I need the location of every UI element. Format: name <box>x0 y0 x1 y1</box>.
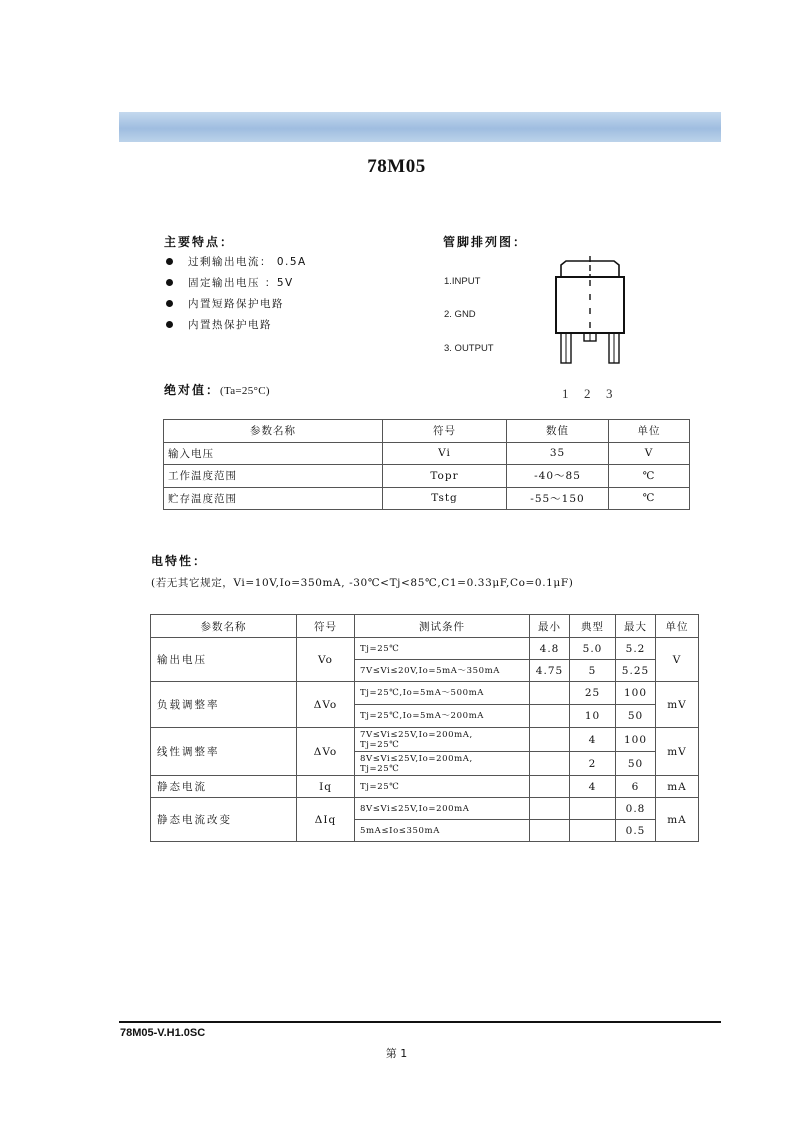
bullet-icon <box>166 279 173 286</box>
features-list <box>164 255 307 339</box>
package-diagram-icon <box>550 256 630 368</box>
feature-item: 过剩输出电流： 0.5A <box>164 255 307 276</box>
pin-numbers: 1 2 3 <box>562 386 613 401</box>
features-heading: 主要特点： <box>164 235 235 249</box>
feature-item: 固定输出电压 ：5V <box>164 276 307 297</box>
absolute-max-heading: 绝对值：(Ta=25°C) <box>164 383 270 397</box>
table-row: 8V≤Vi≤25V,Io=200mA, Tj=25℃ 2 50 <box>151 752 699 776</box>
table-row: Tj=25℃,Io=5mA～200mA 10 50 <box>151 705 699 728</box>
table-row: 静态电流 Iq Tj=25℃ 4 6 mA <box>151 776 699 798</box>
footer-divider <box>119 1021 721 1023</box>
absolute-max-table <box>163 419 690 510</box>
electrical-heading: 电特性： <box>151 554 208 568</box>
feature-item: 内置热保护电路 <box>164 318 307 339</box>
bullet-icon <box>166 258 173 265</box>
table-row: 工作温度范围 Topr -40～85 ℃ <box>164 465 690 488</box>
table-row: 贮存温度范围 Tstg -55～150 ℃ <box>164 487 690 510</box>
pin-label-input: 1.INPUT <box>444 276 481 287</box>
table-header-row: 参数名称 符号 测试条件 最小 典型 最大 单位 <box>151 615 699 638</box>
document-title: 78M05 <box>367 156 426 177</box>
document-code: 78M05-V.H1.0SC <box>120 1027 206 1039</box>
table-header-row: 参数名称 符号 数值 单位 <box>164 420 690 443</box>
table-row: 负载调整率 ΔVo Tj=25℃,Io=5mA～500mA 25 100 mV <box>151 682 699 705</box>
pin-label-gnd: 2. GND <box>444 309 476 320</box>
table-row: 静态电流改变 ΔIq 8V≤Vi≤25V,Io=200mA 0.8 mA <box>151 798 699 820</box>
electrical-table <box>150 614 699 842</box>
table-row: 输入电压 Vi 35 V <box>164 442 690 465</box>
pin-label-output: 3. OUTPUT <box>444 343 494 354</box>
feature-item: 内置短路保护电路 <box>164 297 307 318</box>
page-number: 第 1 <box>385 1047 408 1060</box>
electrical-conditions-note: (若无其它规定，Vi=10V,Io=350mA, -30℃<Tj<85℃,C1=0.33μF,Co=0.1μF) <box>151 577 574 589</box>
bullet-icon <box>166 300 173 307</box>
pinout-heading: 管脚排列图： <box>443 235 528 249</box>
header-band <box>119 112 721 142</box>
table-row: 线性调整率 ΔVo 7V≤Vi≤25V,Io=200mA, Tj=25℃ 4 100 mV <box>151 728 699 752</box>
table-row: 5mA≤Io≤350mA 0.5 <box>151 820 699 842</box>
table-row: 7V≤Vi≤20V,Io=5mA～350mA 4.75 5 5.25 <box>151 660 699 682</box>
absolute-max-condition: (Ta=25°C) <box>220 385 270 397</box>
bullet-icon <box>166 321 173 328</box>
table-row: 输出电压 Vo Tj=25℃ 4.8 5.0 5.2 V <box>151 638 699 660</box>
